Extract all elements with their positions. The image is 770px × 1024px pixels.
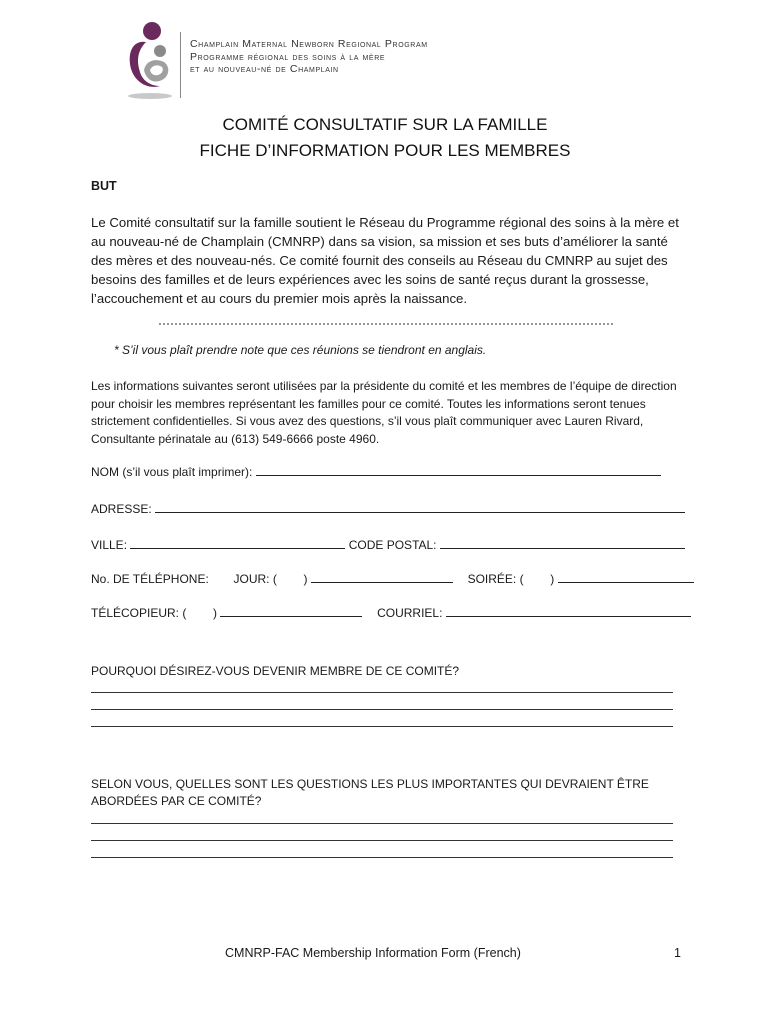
evening-paren-close: )	[550, 572, 555, 586]
fax-paren-close: )	[213, 606, 218, 620]
name-field[interactable]	[256, 463, 661, 476]
day-phone-field[interactable]	[311, 570, 453, 583]
email-label: COURRIEL:	[377, 606, 443, 620]
address-label: ADRESSE:	[91, 502, 152, 516]
fax-field[interactable]	[220, 604, 362, 617]
evening-phone-field[interactable]	[558, 570, 694, 583]
document-title: COMITÉ CONSULTATIF SUR LA FAMILLE	[222, 115, 548, 134]
city-postal-row	[91, 536, 685, 552]
address-field[interactable]	[155, 500, 685, 513]
name-label: NOM (s’il vous plaît imprimer):	[91, 465, 253, 479]
dotted-separator	[158, 322, 614, 326]
document-subtitle: FICHE D’INFORMATION POUR LES MEMBRES	[199, 141, 571, 160]
city-field[interactable]	[130, 536, 345, 549]
day-paren-close: )	[303, 572, 308, 586]
evening-phone-label: SOIRÉE: (	[467, 572, 524, 586]
purpose-paragraph: Le Comité consultatif sur la famille soutient le Réseau du Programme régional des soins à la mère et au nouveau-né de Champlain (CMNRP) dans sa vision, sa mission et ses buts d’améliorer la santé des mères et des nouveau-nés. Ce comité fournit des conseils au Réseau du CMNRP au sujet des besoins des familles et de leurs expériences avec les soins de santé reçus durant la grossesse, l’accouchement et au cours du premier mois après la naissance.	[91, 215, 679, 306]
name-row	[91, 463, 661, 479]
city-label: VILLE:	[91, 538, 128, 552]
postal-code-field[interactable]	[440, 536, 685, 549]
purpose-heading: BUT	[91, 179, 117, 193]
answer-1-line[interactable]	[91, 709, 673, 710]
org-name-line-3: et au nouveau-né de Champlain	[190, 63, 339, 75]
answer-1-line[interactable]	[91, 692, 673, 693]
answer-2-line[interactable]	[91, 823, 673, 824]
day-phone-label: JOUR: (	[233, 572, 277, 586]
email-field[interactable]	[446, 604, 691, 617]
language-note: * S’il vous plaît prendre note que ces réunions se tiendront en anglais.	[114, 343, 487, 357]
org-name-line-2: Programme régional des soins à la mère	[190, 50, 386, 63]
organization-name	[190, 38, 428, 76]
org-name-line-1: Champlain Maternal Newborn Regional Program	[190, 38, 428, 50]
phone-label: No. DE TÉLÉPHONE:	[91, 572, 209, 586]
page-number: 1	[674, 946, 681, 960]
question-1: POURQUOI DÉSIREZ-VOUS DEVENIR MEMBRE DE CE COMITÉ?	[91, 664, 460, 678]
footer-form-name: CMNRP-FAC Membership Information Form (French)	[225, 946, 521, 960]
fax-email-row	[91, 604, 691, 620]
answer-2-line[interactable]	[91, 857, 673, 858]
mother-child-logo-icon	[124, 20, 176, 100]
question-2: SELON VOUS, QUELLES SONT LES QUESTIONS LES PLUS IMPORTANTES QUI DEVRAIENT ÊTRE ABORDÉES PAR CE COMITÉ?	[91, 777, 649, 808]
postal-code-label: CODE POSTAL:	[348, 538, 437, 552]
answer-2-line[interactable]	[91, 840, 673, 841]
header-divider	[180, 32, 181, 98]
phone-row	[91, 570, 694, 586]
fax-label: TÉLÉCOPIEUR: (	[91, 606, 187, 620]
info-paragraph: Les informations suivantes seront utilisées par la présidente du comité et les membres de l’équipe de direction pour choisir les membres représentant les familles pour ce comité. Toutes les informations seront tenues strictement confidentielles. Si vous avez des questions, s’il vous plaît communiquer avec Lauren Rivard, Consultante périnatale au (613) 549-6666 poste 4960.	[91, 379, 677, 446]
address-row	[91, 500, 685, 516]
answer-1-line[interactable]	[91, 726, 673, 727]
